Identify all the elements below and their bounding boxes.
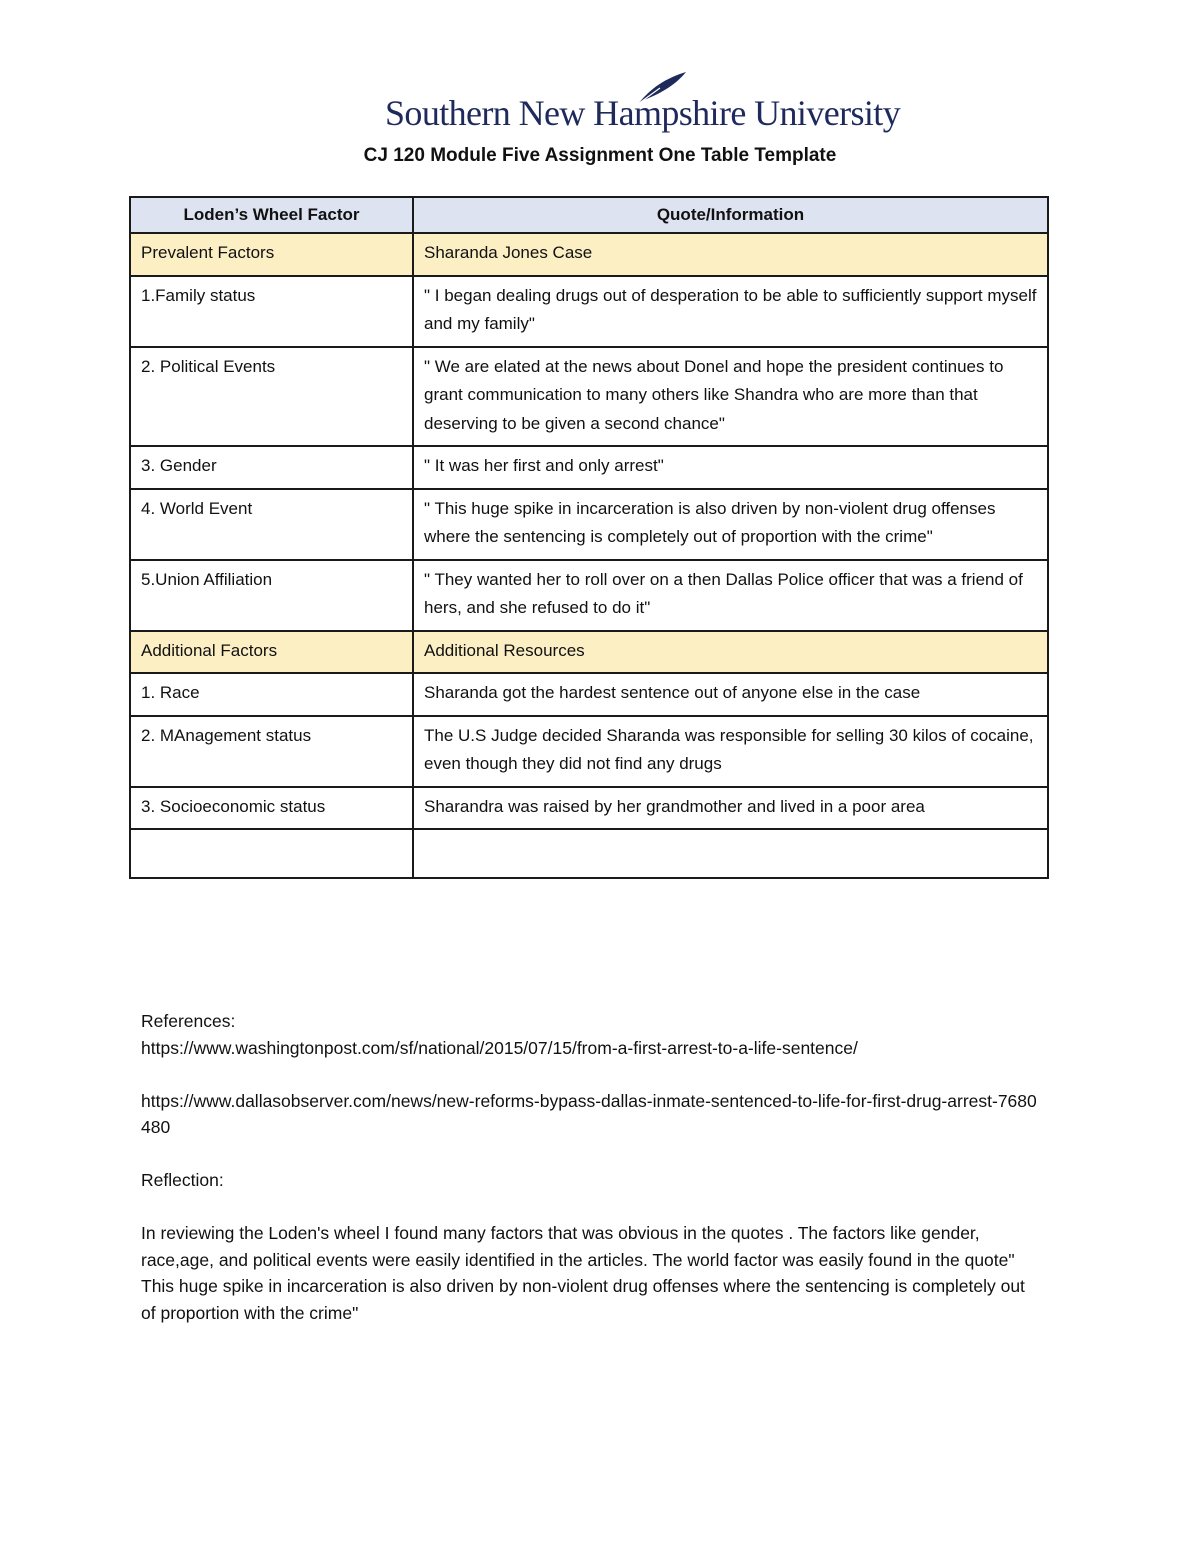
factor-cell: Additional Factors [130, 631, 413, 674]
info-cell: Sharanda got the hardest sentence out of anyone else in the case [413, 673, 1048, 716]
loden-wheel-table [129, 196, 1049, 879]
factor-cell: 1. Race [130, 673, 413, 716]
reflection-text: In reviewing the Loden's wheel I found many factors that was obvious in the quotes . The factors like gender, race,age, and political events were easily identified in the articles. The world factor was easily found in the quote" This huge spike in incarceration is also driven by non-violent drug offenses where the sentencing is completely out of proportion with the crime" [141, 1223, 1025, 1323]
info-cell: " I began dealing drugs out of desperation to be able to sufficiently support myself and my family" [413, 276, 1048, 347]
table-row [130, 716, 1048, 787]
table-row [130, 673, 1048, 716]
references-section [141, 1008, 1041, 1326]
info-cell: " This huge spike in incarceration is also driven by non-violent drug offenses where the sentencing is completely out of proportion with the crime" [413, 489, 1048, 560]
reference-link-dallasobserver[interactable]: https://www.dallasobserver.com/news/new-reforms-bypass-dallas-inmate-sentenced-to-life-for-first-drug-arrest-7680480 [141, 1090, 1037, 1137]
info-cell: The U.S Judge decided Sharanda was responsible for selling 30 kilos of cocaine, even though they did not find any drugs [413, 716, 1048, 787]
university-logo [385, 70, 901, 136]
reference-link-washingtonpost[interactable]: https://www.washingtonpost.com/sf/national/2015/07/15/from-a-first-arrest-to-a-life-sentence/ [141, 1037, 858, 1058]
page-title: CJ 120 Module Five Assignment One Table Template [363, 145, 837, 166]
factor-cell: 2. MAnagement status [130, 716, 413, 787]
table-row [130, 347, 1048, 447]
column-header-factor: Loden’s Wheel Factor [130, 197, 413, 233]
table-row [130, 560, 1048, 631]
info-cell: " They wanted her to roll over on a then Dallas Police officer that was a friend of hers, and she refused to do it" [413, 560, 1048, 631]
info-cell: " We are elated at the news about Donel and hope the president continues to grant communication to many others like Shandra who are more than that deserving to be given a second chance" [413, 347, 1048, 447]
table-header-row [130, 197, 1048, 233]
factor-cell [130, 829, 413, 878]
info-cell: " It was her first and only arrest" [413, 446, 1048, 489]
info-cell: Sharandra was raised by her grandmother and lived in a poor area [413, 787, 1048, 830]
table-row [130, 276, 1048, 347]
reflection-label: Reflection: [141, 1170, 224, 1190]
column-header-quote: Quote/Information [413, 197, 1048, 233]
table-row [130, 489, 1048, 560]
factor-cell: 4. World Event [130, 489, 413, 560]
factor-cell: 1.Family status [130, 276, 413, 347]
info-cell: Sharanda Jones Case [413, 233, 1048, 276]
table-row [130, 787, 1048, 830]
factor-cell: 5.Union Affiliation [130, 560, 413, 631]
section-row-additional [130, 631, 1048, 674]
references-label: References: [141, 1011, 236, 1031]
factor-cell: 2. Political Events [130, 347, 413, 447]
info-cell [413, 829, 1048, 878]
factor-cell: 3. Socioeconomic status [130, 787, 413, 830]
table-row [130, 446, 1048, 489]
factor-cell: 3. Gender [130, 446, 413, 489]
info-cell: Additional Resources [413, 631, 1048, 674]
empty-table-row [130, 829, 1048, 878]
logo-wordmark: Southern New Hampshire University [385, 93, 901, 133]
section-row-prevalent [130, 233, 1048, 276]
factor-cell: Prevalent Factors [130, 233, 413, 276]
